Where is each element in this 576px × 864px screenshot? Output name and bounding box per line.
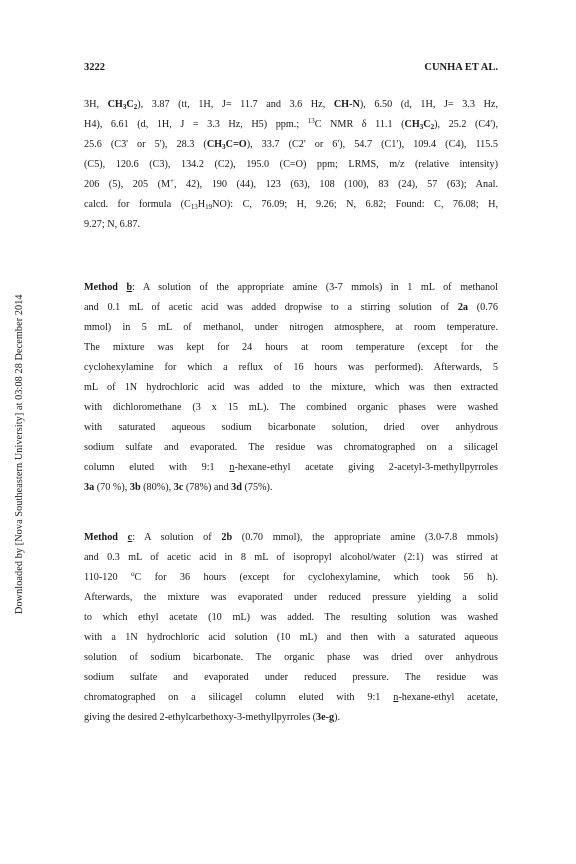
page-number: 3222 [84, 62, 105, 73]
text-line: chromatographed on a silicagel column eluted with 9:1 n-hexane-ethyl acetate, [84, 692, 498, 703]
text-line: (C5), 120.6 (C3), 134.2 (C2), 195.0 (C=O) ppm; LRMS, m/z (relative intensity) [84, 159, 498, 170]
text-line: 25.6 (C3' or 5'), 28.3 $(CH_3C=O)$, 33.7 (C2' or 6'), 54.7 (C1'), 109.4 (C4), 115.5 [84, 139, 498, 151]
text-line: cyclohexylamine for which a reflux of 16 hours was performed). Afterwards, 5 [84, 362, 498, 373]
text-line: mmol) in 5 mL of methanol, under nitrogen atmosphere, at room temperature. [84, 322, 498, 333]
text-line: Afterwards, the mixture was evaporated under reduced pressure yielding a solid [84, 592, 498, 603]
text-line: Method c: A solution of 2b (0.70 mmol), the appropriate amine (3.0-7.8 mmols) [84, 532, 498, 543]
text-line: 3H, $CH_3C_2$), 3.87 (tt, 1H, J= 11.7 and 3.6 Hz, CH-N), 6.50 (d, 1H, J= 3.3 Hz, [84, 99, 498, 111]
text-line: 3a (70 %), 3b (80%), 3c (78%) and 3d (75%). [84, 482, 273, 493]
text-line: with saturated aqueous sodium bicarbonate solution, dried over anhydrous [84, 422, 498, 433]
text-line: giving the desired 2-ethylcarbethoxy-3-methyllpyrroles (3e-g). [84, 712, 341, 723]
text-line: column eluted with 9:1 n-hexane-ethyl acetate giving 2-acetyl-3-methyllpyrroles [84, 462, 498, 473]
text-line: with dichloromethane (3 x 15 mL). The combined organic phases were washed [84, 402, 498, 413]
text-line: 9.27; N, 6.87. [84, 219, 141, 230]
text-line: The mixture was kept for 24 hours at room temperature (except for the [84, 342, 498, 353]
text-line: mL of 1N hydrochloric acid was added to the mixture, which was then extracted [84, 382, 498, 393]
text-line: H4), 6.61 (d, 1H, J = 3.3 Hz, H5) ppm.; $^{13}$C NMR δ 11.1 $(CH_3C_2)$, 25.2 (C4'), [84, 117, 499, 131]
text-line: calcd. for formula $(C_{13}H_{19}NO)$: C, 76.09; H, 9.26; N, 6.82; Found: C, 76.08; H, [84, 199, 498, 211]
running-header [84, 62, 498, 76]
text-line: Method b: A solution of the appropriate amine (3-7 mmols) in 1 mL of methanol [84, 282, 498, 293]
method-c-title: Method c [84, 532, 133, 543]
text-line: sodium sulfate and evaporated. The residue was chromatographed on a silicagel [84, 442, 498, 453]
method-b-title: Method b [84, 282, 133, 293]
download-watermark: Downloaded by [Nova Southeastern University] at 03:08 28 December 2014 [14, 294, 25, 614]
text-line: to which ethyl acetate (10 mL) was added. The resulting solution was washed [84, 612, 498, 623]
running-head: CUNHA ET AL. [424, 62, 498, 73]
text-line: with a 1N hydrochloric acid solution (10 mL) and then with a saturated aqueous [84, 632, 498, 643]
text-line: sodium sulfate and evaporated under reduced pressure. The residue was [84, 672, 498, 683]
text-line: and 0.3 mL of acetic acid in 8 mL of isopropyl alcohol/water (2:1) was stirred at [84, 552, 498, 563]
text-line: 206 (5), 205 (M+, 42), 190 (44), 123 (63), 108 (100), 83 (24), 57 (63); Anal. [84, 177, 498, 190]
text-line: solution of sodium bicarbonate. The organic phase was dried over anhydrous [84, 652, 498, 663]
text-line: 110-120 $^o$C for 36 hours (except for cyclohexylamine, which took 56 h). [84, 570, 499, 583]
text-line: and 0.1 mL of acetic acid was added dropwise to a stirring solution of 2a (0.76 [84, 302, 498, 313]
